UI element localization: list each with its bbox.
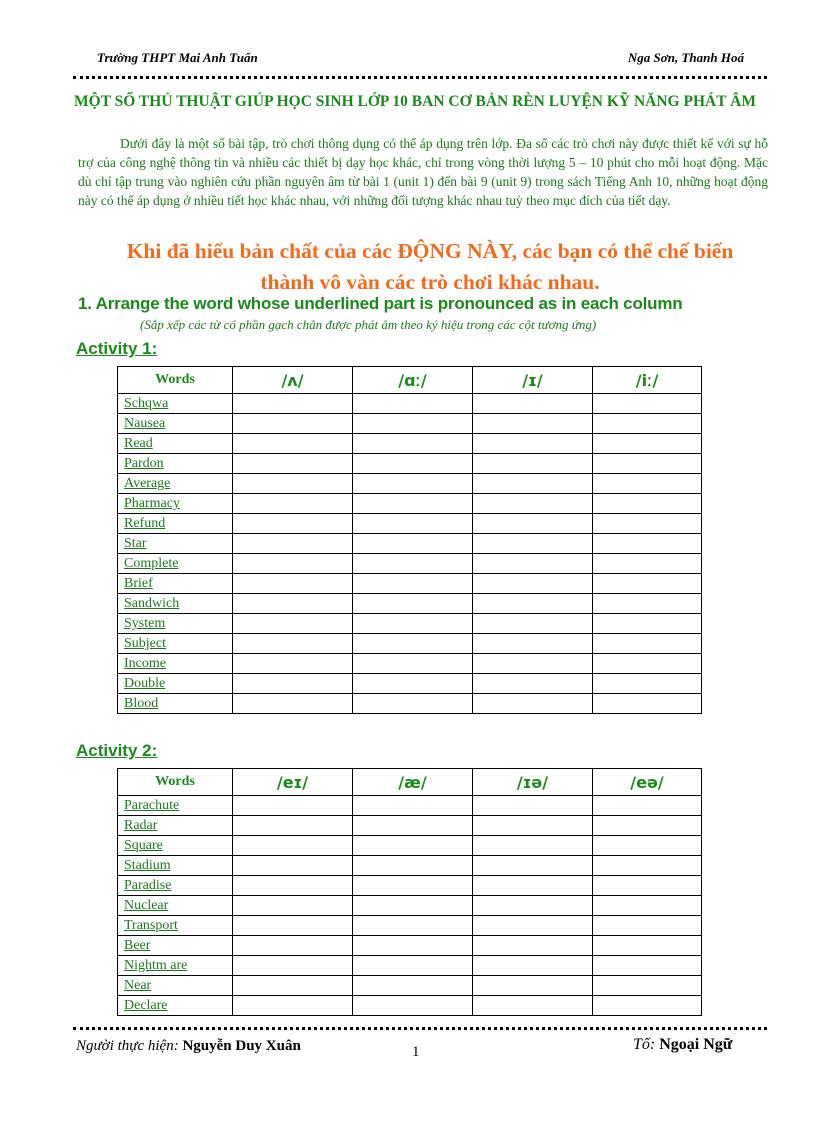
word-cell xyxy=(118,474,233,494)
word-text: Square xyxy=(124,838,163,853)
answer-cell[interactable] xyxy=(353,856,473,876)
table-header-row xyxy=(118,769,702,796)
sound-column-header: /eə/ xyxy=(593,769,702,796)
answer-cell[interactable] xyxy=(593,534,702,554)
answer-cell[interactable] xyxy=(233,856,353,876)
answer-cell[interactable] xyxy=(233,574,353,594)
word-text: Beer xyxy=(124,938,151,953)
document-title: MỘT SỐ THỦ THUẬT GIÚP HỌC SINH LỚP 10 BAN CƠ BẢN RÈN LUYỆN KỸ NĂNG PHÁT ÂM xyxy=(74,93,756,110)
answer-cell[interactable] xyxy=(473,634,593,654)
table-row xyxy=(118,414,702,434)
answer-cell[interactable] xyxy=(233,414,353,434)
word-text: Star xyxy=(124,536,147,551)
answer-cell[interactable] xyxy=(233,936,353,956)
footer-author-label: Người thực hiện: xyxy=(76,1038,179,1054)
answer-cell[interactable] xyxy=(593,654,702,674)
word-text: System xyxy=(124,616,166,631)
answer-cell[interactable] xyxy=(593,434,702,454)
answer-cell[interactable] xyxy=(593,594,702,614)
answer-cell[interactable] xyxy=(473,654,593,674)
answer-cell[interactable] xyxy=(473,454,593,474)
answer-cell[interactable] xyxy=(233,796,353,816)
answer-cell[interactable] xyxy=(593,836,702,856)
answer-cell[interactable] xyxy=(233,494,353,514)
answer-cell[interactable] xyxy=(353,434,473,454)
answer-cell[interactable] xyxy=(593,494,702,514)
answer-cell[interactable] xyxy=(473,494,593,514)
answer-cell[interactable] xyxy=(353,634,473,654)
answer-cell[interactable] xyxy=(593,554,702,574)
table-row xyxy=(118,674,702,694)
activity-2-table xyxy=(117,768,702,1016)
word-text: Average xyxy=(124,476,171,491)
word-text: Pardon xyxy=(124,456,164,471)
answer-cell[interactable] xyxy=(353,554,473,574)
table-row xyxy=(118,654,702,674)
answer-cell[interactable] xyxy=(593,674,702,694)
highlight-text: Khi đã hiểu bản chất của các ĐỘNG NÀY, các bạn có thể chế biến thành vô vàn các trò chơi khác nhau. xyxy=(126,239,734,294)
answer-cell[interactable] xyxy=(233,976,353,996)
section-1-heading: 1. Arrange the word whose underlined part is pronounced as in each column xyxy=(78,294,683,313)
word-cell xyxy=(118,856,233,876)
answer-cell[interactable] xyxy=(473,876,593,896)
word-text: Pharmacy xyxy=(124,496,180,511)
answer-cell[interactable] xyxy=(593,896,702,916)
answer-cell[interactable] xyxy=(353,514,473,534)
answer-cell[interactable] xyxy=(593,796,702,816)
word-cell xyxy=(118,514,233,534)
answer-cell[interactable] xyxy=(353,876,473,896)
answer-cell[interactable] xyxy=(353,694,473,714)
answer-cell[interactable] xyxy=(233,694,353,714)
answer-cell[interactable] xyxy=(233,996,353,1016)
word-text: Parachute xyxy=(124,798,180,813)
words-column-header: Words xyxy=(118,367,233,394)
activity-1-label: Activity 1: xyxy=(76,339,158,358)
answer-cell[interactable] xyxy=(233,554,353,574)
table-row xyxy=(118,534,702,554)
word-cell xyxy=(118,634,233,654)
answer-cell[interactable] xyxy=(353,614,473,634)
answer-cell[interactable] xyxy=(473,976,593,996)
answer-cell[interactable] xyxy=(353,836,473,856)
table-row xyxy=(118,976,702,996)
answer-cell[interactable] xyxy=(593,514,702,534)
footer-author-name: Nguyễn Duy Xuân xyxy=(182,1038,301,1054)
answer-cell[interactable] xyxy=(593,956,702,976)
word-cell xyxy=(118,896,233,916)
footer-dept-label: Tổ: xyxy=(633,1036,656,1053)
word-cell xyxy=(118,936,233,956)
sound-column-header: /eɪ/ xyxy=(233,769,353,796)
answer-cell[interactable] xyxy=(353,976,473,996)
table-row xyxy=(118,434,702,454)
word-text: Read xyxy=(124,436,153,451)
answer-cell[interactable] xyxy=(233,394,353,414)
word-cell xyxy=(118,976,233,996)
word-cell xyxy=(118,654,233,674)
sound-column-header: /ʌ/ xyxy=(233,367,353,394)
answer-cell[interactable] xyxy=(593,454,702,474)
table-row xyxy=(118,916,702,936)
answer-cell[interactable] xyxy=(233,674,353,694)
answer-cell[interactable] xyxy=(473,554,593,574)
answer-cell[interactable] xyxy=(233,836,353,856)
word-cell xyxy=(118,554,233,574)
answer-cell[interactable] xyxy=(593,634,702,654)
answer-cell[interactable] xyxy=(233,916,353,936)
word-cell xyxy=(118,996,233,1016)
table-row xyxy=(118,394,702,414)
words-column-header: Words xyxy=(118,769,233,796)
word-cell xyxy=(118,494,233,514)
answer-cell[interactable] xyxy=(353,996,473,1016)
answer-cell[interactable] xyxy=(473,474,593,494)
footer-author xyxy=(76,1038,301,1055)
table-row xyxy=(118,896,702,916)
sound-column-header: /ɪ/ xyxy=(473,367,593,394)
answer-cell[interactable] xyxy=(353,574,473,594)
answer-cell[interactable] xyxy=(473,574,593,594)
word-cell xyxy=(118,816,233,836)
answer-cell[interactable] xyxy=(233,634,353,654)
answer-cell[interactable] xyxy=(593,856,702,876)
answer-cell[interactable] xyxy=(473,936,593,956)
word-text: Sandwich xyxy=(124,596,180,611)
word-cell xyxy=(118,574,233,594)
word-cell xyxy=(118,674,233,694)
table-row xyxy=(118,956,702,976)
word-text: Radar xyxy=(124,818,158,833)
word-cell xyxy=(118,956,233,976)
table-row xyxy=(118,856,702,876)
answer-cell[interactable] xyxy=(473,614,593,634)
footer-dept-name: Ngoại Ngữ xyxy=(659,1036,733,1053)
answer-cell[interactable] xyxy=(353,454,473,474)
answer-cell[interactable] xyxy=(353,674,473,694)
answer-cell[interactable] xyxy=(473,514,593,534)
answer-cell[interactable] xyxy=(593,614,702,634)
answer-cell[interactable] xyxy=(353,654,473,674)
word-cell xyxy=(118,394,233,414)
word-text: Transport xyxy=(124,918,178,933)
word-cell xyxy=(118,614,233,634)
header-divider xyxy=(73,76,767,79)
word-cell xyxy=(118,876,233,896)
sound-column-header: /ɪə/ xyxy=(473,769,593,796)
answer-cell[interactable] xyxy=(593,474,702,494)
word-cell xyxy=(118,434,233,454)
answer-cell[interactable] xyxy=(353,956,473,976)
word-text: Income xyxy=(124,656,166,671)
section-1-subheading: (Sắp xếp các từ có phần gạch chân được phát âm theo ký hiệu trong các cột tương ứng) xyxy=(140,317,597,332)
answer-cell[interactable] xyxy=(233,534,353,554)
sound-column-header: /æ/ xyxy=(353,769,473,796)
answer-cell[interactable] xyxy=(233,876,353,896)
word-text: Stadium xyxy=(124,858,171,873)
answer-cell[interactable] xyxy=(473,534,593,554)
table-row xyxy=(118,634,702,654)
answer-cell[interactable] xyxy=(473,434,593,454)
table-row xyxy=(118,614,702,634)
word-text: Complete xyxy=(124,556,179,571)
table-row xyxy=(118,836,702,856)
word-text: Double xyxy=(124,676,166,691)
answer-cell[interactable] xyxy=(473,414,593,434)
word-cell xyxy=(118,796,233,816)
answer-cell[interactable] xyxy=(233,614,353,634)
table-row xyxy=(118,514,702,534)
table-row xyxy=(118,454,702,474)
activity-1-table xyxy=(117,366,702,714)
answer-cell[interactable] xyxy=(593,976,702,996)
answer-cell[interactable] xyxy=(593,996,702,1016)
answer-cell[interactable] xyxy=(473,394,593,414)
activity-2-label: Activity 2: xyxy=(76,741,158,760)
table-row xyxy=(118,816,702,836)
page-number: 1 xyxy=(412,1044,420,1060)
answer-cell[interactable] xyxy=(473,856,593,876)
table-row xyxy=(118,494,702,514)
table-row xyxy=(118,876,702,896)
answer-cell[interactable] xyxy=(473,816,593,836)
answer-cell[interactable] xyxy=(593,916,702,936)
word-cell xyxy=(118,916,233,936)
header-location: Nga Sơn, Thanh Hoá xyxy=(627,50,744,65)
answer-cell[interactable] xyxy=(233,594,353,614)
answer-cell[interactable] xyxy=(473,674,593,694)
footer-divider xyxy=(73,1027,767,1030)
answer-cell[interactable] xyxy=(353,916,473,936)
word-text: Paradise xyxy=(124,878,172,893)
answer-cell[interactable] xyxy=(473,896,593,916)
table-row xyxy=(118,574,702,594)
word-text: Schqwa xyxy=(124,396,169,411)
answer-cell[interactable] xyxy=(593,816,702,836)
table-row xyxy=(118,474,702,494)
word-cell xyxy=(118,594,233,614)
answer-cell[interactable] xyxy=(473,996,593,1016)
sound-column-header: /iː/ xyxy=(593,367,702,394)
answer-cell[interactable] xyxy=(233,956,353,976)
answer-cell[interactable] xyxy=(233,816,353,836)
answer-cell[interactable] xyxy=(353,816,473,836)
answer-cell[interactable] xyxy=(593,414,702,434)
word-text: Subject xyxy=(124,636,166,651)
answer-cell[interactable] xyxy=(473,694,593,714)
table-row xyxy=(118,936,702,956)
answer-cell[interactable] xyxy=(593,876,702,896)
table-row xyxy=(118,594,702,614)
word-cell xyxy=(118,694,233,714)
answer-cell[interactable] xyxy=(233,654,353,674)
word-text: Declare xyxy=(124,998,168,1013)
table-row xyxy=(118,694,702,714)
answer-cell[interactable] xyxy=(353,474,473,494)
answer-cell[interactable] xyxy=(353,936,473,956)
table-header-row xyxy=(118,367,702,394)
footer-department xyxy=(633,1036,732,1054)
answer-cell[interactable] xyxy=(353,796,473,816)
answer-cell[interactable] xyxy=(473,916,593,936)
word-text: Nightm are xyxy=(124,958,188,973)
word-text: Near xyxy=(124,978,152,993)
word-text: Blood xyxy=(124,696,159,711)
answer-cell[interactable] xyxy=(353,414,473,434)
answer-cell[interactable] xyxy=(593,574,702,594)
answer-cell[interactable] xyxy=(593,394,702,414)
sound-column-header: /ɑː/ xyxy=(353,367,473,394)
answer-cell[interactable] xyxy=(353,594,473,614)
answer-cell[interactable] xyxy=(353,394,473,414)
answer-cell[interactable] xyxy=(233,896,353,916)
intro-text: Dưới đây là một số bài tập, trò chơi thông dụng có thể áp dụng trên lớp. Đa số các trò chơi này được thiết kế với sự hỗ trợ của công nghệ thông tin và nhiều các thiết bị dạy học khác, chỉ trong vòng thời lượng 5 – 10 phút cho mỗi hoạt động. Mặc dù chỉ tập trung vào nghiên cứu phần nguyên âm từ bài 1 (unit 1) đến bài 9 (unit 9) trong sách Tiếng Anh 10, những hoạt động này có thể áp dụng ở nhiều tiết học khác nhau, với những đối tượng khác nhau tuỳ theo mục đích của tiết dạy. xyxy=(78,136,768,208)
word-text: Nausea xyxy=(124,416,166,431)
answer-cell[interactable] xyxy=(233,474,353,494)
answer-cell[interactable] xyxy=(233,514,353,534)
word-cell xyxy=(118,454,233,474)
answer-cell[interactable] xyxy=(473,796,593,816)
header-school: Trường THPT Mai Anh Tuấn xyxy=(97,50,258,65)
word-text: Refund xyxy=(124,516,166,531)
answer-cell[interactable] xyxy=(353,534,473,554)
answer-cell[interactable] xyxy=(593,694,702,714)
table-row xyxy=(118,554,702,574)
answer-cell[interactable] xyxy=(353,896,473,916)
word-cell xyxy=(118,414,233,434)
word-text: Nuclear xyxy=(124,898,169,913)
answer-cell[interactable] xyxy=(593,936,702,956)
answer-cell[interactable] xyxy=(353,494,473,514)
answer-cell[interactable] xyxy=(233,454,353,474)
word-text: Brief xyxy=(124,576,153,591)
word-cell xyxy=(118,836,233,856)
word-cell xyxy=(118,534,233,554)
answer-cell[interactable] xyxy=(473,594,593,614)
intro-paragraph xyxy=(78,134,768,210)
answer-cell[interactable] xyxy=(473,956,593,976)
table-row xyxy=(118,796,702,816)
answer-cell[interactable] xyxy=(473,836,593,856)
table-row xyxy=(118,996,702,1016)
answer-cell[interactable] xyxy=(233,434,353,454)
